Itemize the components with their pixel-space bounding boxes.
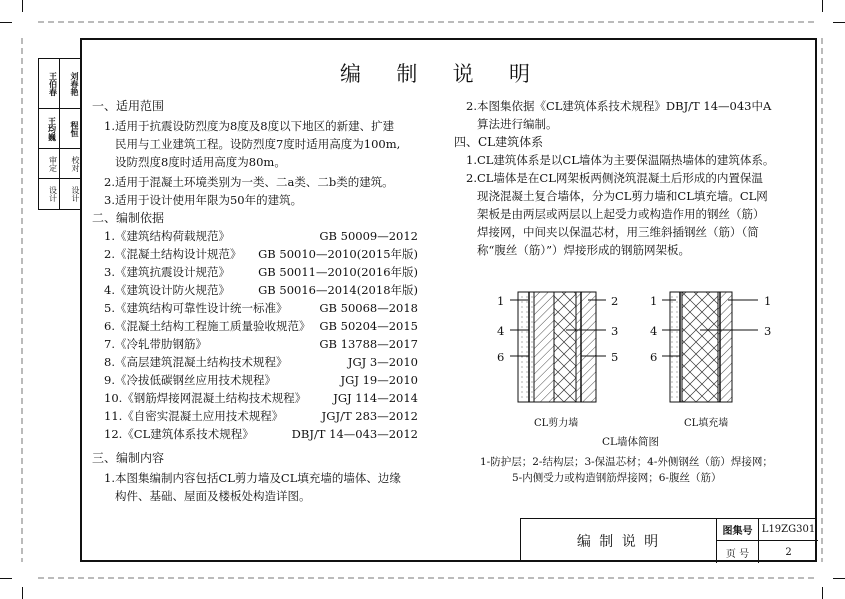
standard-code: GB 13788—2017 <box>319 337 418 351</box>
signature-image: 刘春艳 <box>60 59 81 109</box>
title-char: 说 <box>452 62 474 86</box>
standard-name: 2.《混凝土结构设计规范》 <box>104 247 242 261</box>
callout-label: 6 <box>497 350 505 364</box>
title-block <box>520 518 817 562</box>
atlas-label: 图集号 <box>717 519 759 541</box>
callout-label: 6 <box>650 350 658 364</box>
text-line: 焊接网，中间夹以保温芯材，用三维斜插钢丝（筋）（简 <box>466 225 759 239</box>
signature-image: 王伯春 <box>39 59 59 109</box>
page-label: 页 号 <box>717 541 759 563</box>
standard-name: 5.《建筑结构可靠性设计统一标准》 <box>104 301 288 315</box>
diagram-legend: 5-内侧受力或构造钢筋焊接网；6-腹丝（筋） <box>512 472 722 484</box>
section-heading: 一、适用范围 <box>92 99 165 113</box>
text-line: 3.适用于设计使用年限为50年的建筑。 <box>104 193 303 207</box>
callout-label: 1 <box>764 294 772 308</box>
title-char: 编 <box>340 62 361 86</box>
atlas-number: L19ZG301 <box>759 519 818 541</box>
title-char: 制 <box>396 62 418 86</box>
standard-code: GB 50009—2012 <box>319 229 418 243</box>
signature-image: 王均巍 <box>39 109 59 149</box>
callout-label: 1 <box>650 294 658 308</box>
callout-label: 2 <box>611 294 619 308</box>
title-block-name: 编 制 说 明 <box>521 519 717 563</box>
text-line: 构件、基础、屋面及楼板处构造详图。 <box>104 489 311 503</box>
text-line: 设防烈度8度时适用高度为80m。 <box>104 155 286 169</box>
sidebar-label: 审定 <box>39 149 59 179</box>
standard-name: 4.《建筑设计防火规范》 <box>104 283 230 297</box>
text-line: 1.CL建筑体系是以CL墙体为主要保温隔热墙体的建筑体系。 <box>466 153 775 167</box>
text-line: 算法进行编制。 <box>466 117 558 131</box>
sidebar-label: 校对 <box>60 149 81 179</box>
section-heading: 三、编制内容 <box>92 451 165 465</box>
text-line: 1.适用于抗震设防烈度为8度及8度以下地区的新建、扩建 <box>104 119 395 133</box>
standard-code: GB 50011—2010(2016年版) <box>258 265 418 279</box>
text-line: 现浇混凝土复合墙体，分为CL剪力墙和CL填充墙。CL网 <box>466 189 768 203</box>
callout-label: 3 <box>764 324 772 338</box>
standard-code: DBJ/T 14—043—2012 <box>291 427 418 441</box>
diagram-legend: 1-防护层；2-结构层；3-保温芯材；4-外侧钢丝（筋）焊接网； <box>480 456 773 468</box>
standard-name: 1.《建筑结构荷载规范》 <box>104 229 230 243</box>
standard-name: 6.《混凝土结构工程施工质量验收规范》 <box>104 319 311 333</box>
callout-label: 1 <box>497 294 505 308</box>
title-char: 明 <box>508 62 530 86</box>
callout-label: 4 <box>650 324 658 338</box>
shear-wall-section <box>510 292 606 402</box>
diagram-caption: CL剪力墙 <box>534 418 579 429</box>
standard-name: 7.《冷轧带肋钢筋》 <box>104 337 207 351</box>
text-line: 2.CL墙体是在CL网架板两侧浇筑混凝土后形成的内置保温 <box>466 171 763 185</box>
sidebar-label: 设计 <box>71 186 80 202</box>
standard-name: 11.《自密实混凝土应用技术规程》 <box>104 409 284 423</box>
sidebar-label: 设计 <box>48 186 58 202</box>
standard-code: GB 50204—2015 <box>319 319 418 333</box>
text-line: 1.本图集编制内容包括CL剪力墙及CL填充墙的墙体、边缘 <box>104 471 401 485</box>
standard-name: 3.《建筑抗震设计规范》 <box>104 265 230 279</box>
section-heading: 二、编制依据 <box>92 211 165 225</box>
page-number: 2 <box>785 546 792 558</box>
text-line: 架板是由两层或两层以上起受力或构造作用的钢丝（筋） <box>466 207 765 221</box>
standard-name: 8.《高层建筑混凝土结构技术规程》 <box>104 355 288 369</box>
text-line: 民用与工业建筑工程。设防烈度7度时适用高度为100m, <box>104 137 401 151</box>
standard-code: GB 50010—2010(2015年版) <box>258 247 418 261</box>
standard-code: JGJ 3—2010 <box>347 355 418 369</box>
text-line: 2.本图集依据《CL建筑体系技术规程》DBJ/T 14—043中A <box>466 99 772 113</box>
standard-code: JGJ/T 283—2012 <box>321 409 418 423</box>
standard-code: GB 50068—2018 <box>319 301 418 315</box>
standard-code: GB 50016—2014(2018年版) <box>258 283 418 297</box>
standard-code: JGJ 19—2010 <box>340 373 418 387</box>
callout-label: 3 <box>611 324 619 338</box>
signature-image: 程恒 <box>60 109 81 149</box>
text-line: 2.适用于混凝土环境类别为一类、二a类、二b类的建筑。 <box>104 175 394 189</box>
callout-label: 5 <box>611 350 619 364</box>
section-heading: 四、CL建筑体系 <box>454 135 544 149</box>
standard-name: 10.《钢筋焊接网混凝土结构技术规程》 <box>104 391 307 405</box>
text-line: 称“腹丝（筋）”）焊接形成的钢筋网架板。 <box>466 243 690 257</box>
standard-name: 9.《冷拔低碳钢丝应用技术规程》 <box>104 373 276 387</box>
callout-label: 4 <box>497 324 505 338</box>
standard-code: JGJ 114—2014 <box>333 391 418 405</box>
diagram-caption: CL填充墙 <box>684 418 729 429</box>
standard-name: 12.《CL建筑体系技术规程》 <box>104 427 254 441</box>
infill-wall-section <box>662 292 758 402</box>
diagram-title: CL墙体简图 <box>602 436 660 448</box>
